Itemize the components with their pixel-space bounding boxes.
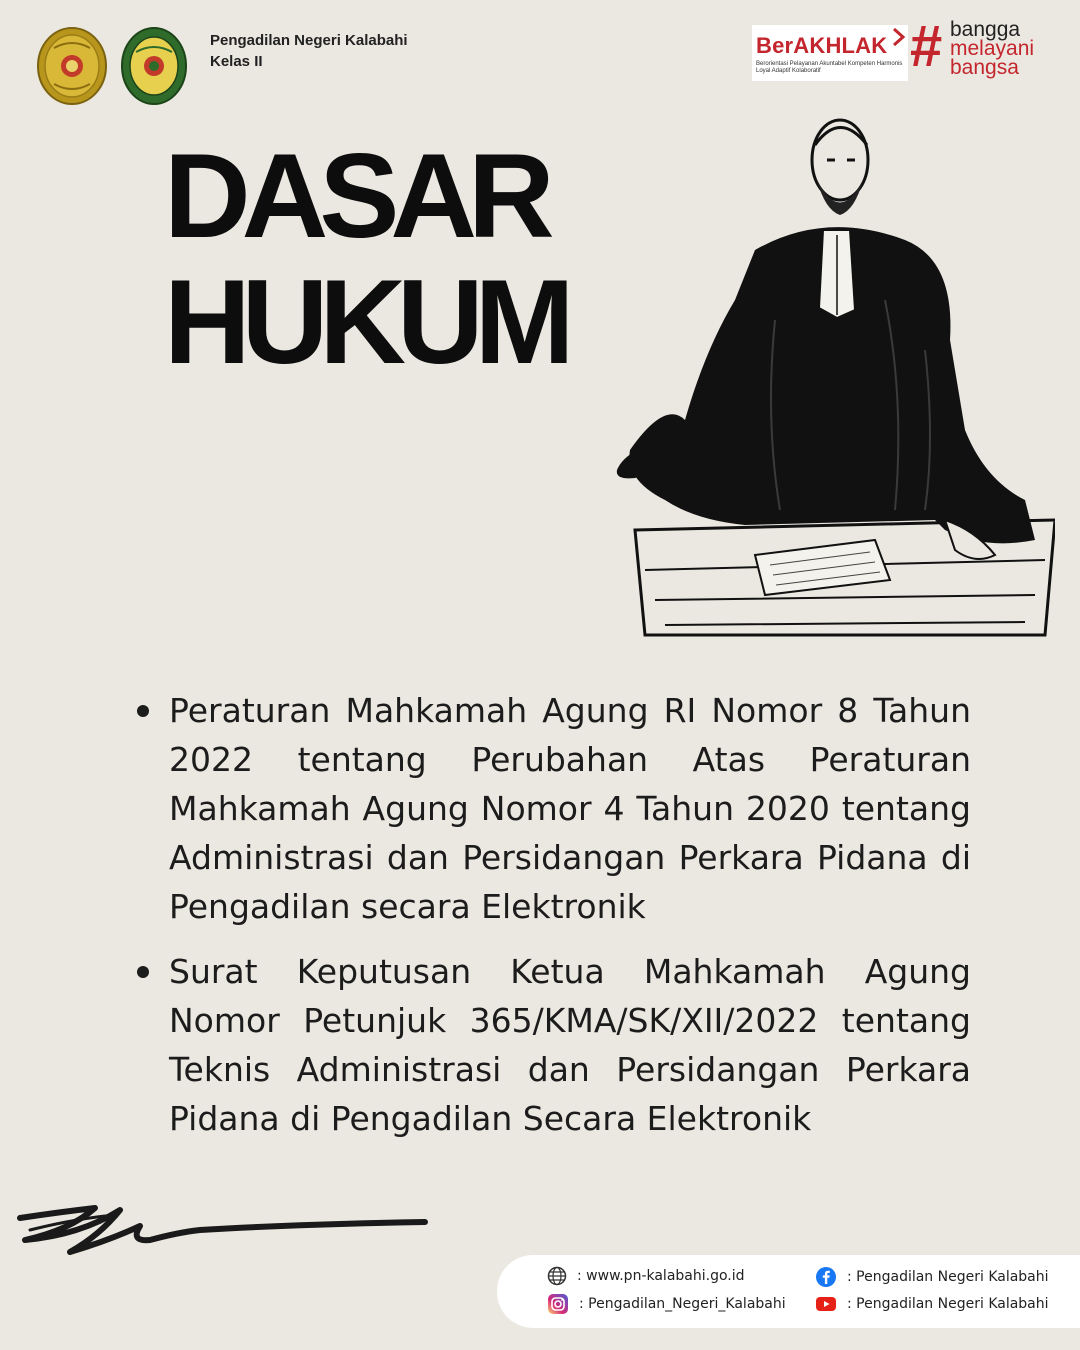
court-name-line2: Kelas II	[210, 53, 263, 70]
hashtag-line1: bangga	[950, 18, 1021, 41]
instagram-text: : Pengadilan_Negeri_Kalabahi	[579, 1296, 786, 1312]
youtube-text: : Pengadilan Negeri Kalabahi	[847, 1296, 1049, 1312]
berakhlak-logo	[752, 25, 908, 81]
pengadilan-negeri-emblem	[120, 26, 188, 106]
hashtag-symbol: #	[910, 14, 943, 79]
youtube-link[interactable]	[815, 1293, 1049, 1315]
list-item	[135, 947, 971, 1143]
globe-icon	[547, 1266, 567, 1286]
website-link[interactable]	[547, 1266, 745, 1286]
website-text: : www.pn-kalabahi.go.id	[577, 1268, 745, 1284]
scribble-decoration	[0, 1190, 430, 1260]
title-line1: DASAR	[164, 129, 546, 263]
footer-contact-bar	[497, 1255, 1080, 1328]
facebook-icon	[815, 1266, 837, 1288]
facebook-text: : Pengadilan Negeri Kalabahi	[847, 1269, 1049, 1285]
hashtag-line3: bangsa	[950, 56, 1019, 79]
list-item	[135, 686, 971, 931]
youtube-icon	[815, 1293, 837, 1315]
berakhlak-tagline: Berorientasi Pelayanan Akuntabel Kompeten Harmonis Loyal Adaptif Kolaboratif	[756, 61, 903, 74]
chevron-right-icon	[892, 27, 906, 47]
bullet-icon	[137, 705, 149, 717]
mahkamah-agung-emblem	[36, 26, 108, 106]
legal-basis-list	[135, 686, 971, 1159]
court-name	[210, 30, 408, 72]
facebook-link[interactable]	[815, 1266, 1049, 1288]
berakhlak-word: BerAKHLAK	[756, 33, 888, 58]
title-line2: HUKUM	[164, 255, 566, 389]
list-item-text: Surat Keputusan Ketua Mahkamah Agung Nomor Petunjuk 365/KMA/SK/XII/2022 tentang Teknis Administrasi dan Persidangan Perkara Pidana di Pengadilan Secara Elektronik	[169, 952, 971, 1138]
list-item-text: Peraturan Mahkamah Agung RI Nomor 8 Tahun 2022 tentang Perubahan Atas Peraturan Mahkamah Agung Nomor 4 Tahun 2020 tentang Administrasi dan Persidangan Perkara Pidana di Pengadilan secara Elektronik	[169, 691, 971, 926]
instagram-link[interactable]	[547, 1293, 786, 1315]
hashtag-line2: melayani	[950, 37, 1035, 60]
judge-illustration	[605, 100, 1055, 640]
bullet-icon	[137, 966, 149, 978]
instagram-icon	[547, 1293, 569, 1315]
court-name-line1: Pengadilan Negeri Kalabahi	[210, 32, 408, 49]
